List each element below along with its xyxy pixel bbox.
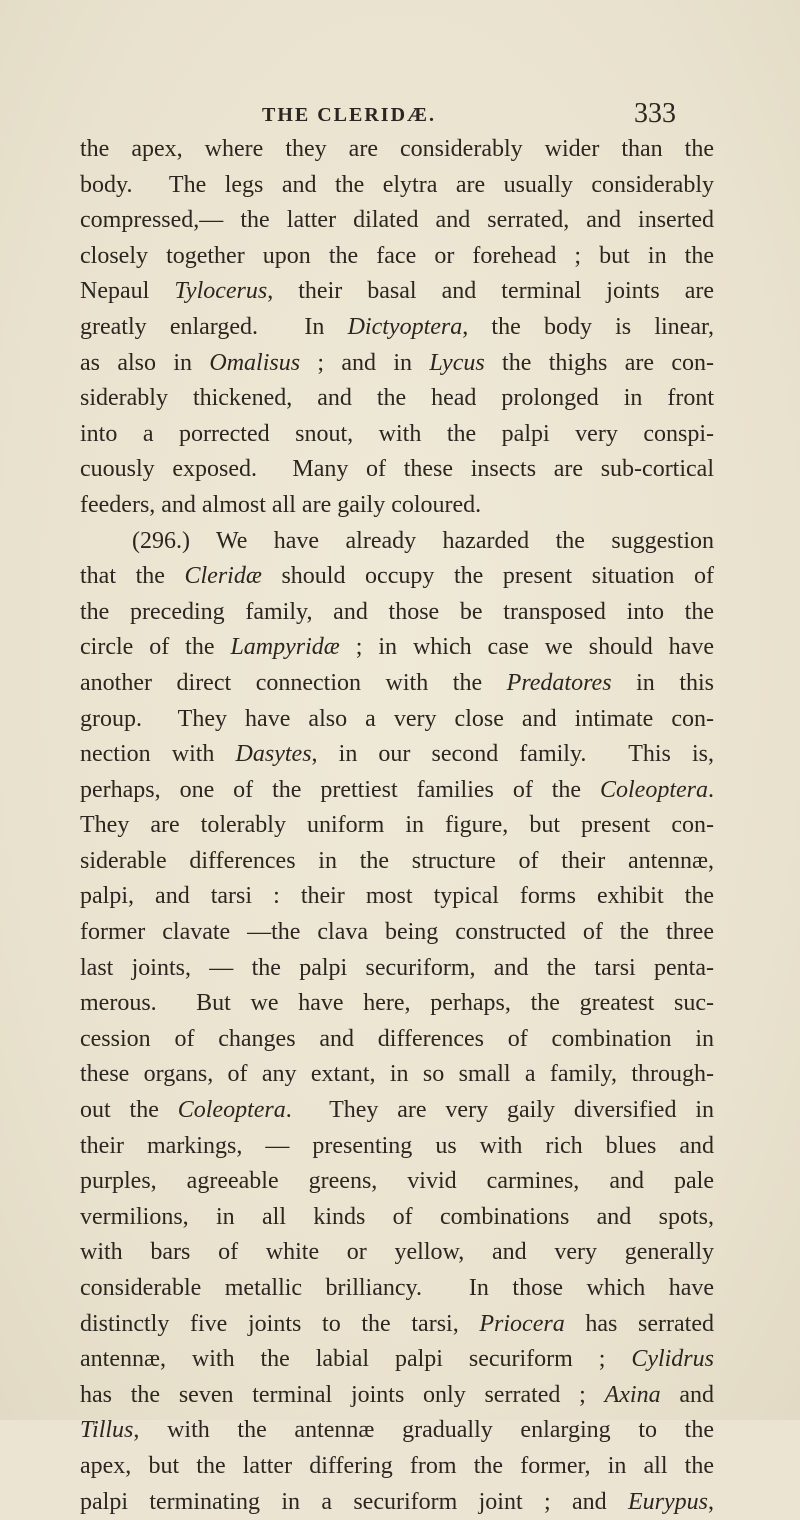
text-segment: as also in [80, 349, 210, 376]
text-segment: palpi terminating in a securiform joint ; and [80, 1488, 628, 1515]
text-segment: out the [80, 1097, 178, 1124]
text-segment: siderable differences in the structure of their antennæ, [80, 847, 714, 874]
italic-term: Tillus [80, 1417, 134, 1444]
italic-term: Priocera [479, 1310, 565, 1337]
text-segment: distinctly five joints to the tarsi, [80, 1310, 480, 1337]
text-segment: last joints, — the palpi securiform, and the tarsi penta- [80, 954, 714, 981]
text-segment: perhaps, one of the prettiest families of the [80, 776, 600, 803]
text-segment: nection with [80, 741, 236, 768]
text-segment: body. The legs and the elytra are usually considerably [80, 171, 714, 198]
text-line [80, 915, 714, 951]
italic-term: Cleridæ [184, 563, 262, 590]
text-line [80, 630, 714, 666]
italic-term: Cylidrus [631, 1346, 714, 1373]
text-segment: greatly enlarged. In [80, 313, 348, 340]
text-segment: feeders, and almost all are gaily coloured. [80, 491, 482, 518]
text-line [80, 1271, 714, 1307]
text-line [80, 666, 714, 702]
text-segment: , with the antennæ gradually enlarging to the [133, 1417, 714, 1444]
text-line [80, 1057, 714, 1093]
text-line [80, 488, 714, 524]
text-segment: their markings, — presenting us with rich blues and [80, 1132, 714, 1159]
text-line [80, 1129, 714, 1165]
running-head: THE CLERIDÆ. [262, 104, 437, 126]
text-segment: and [660, 1381, 715, 1408]
italic-term: Coleoptera [177, 1097, 286, 1124]
text-segment: closely together upon the face or forehead ; but in the [80, 242, 714, 269]
text-line [80, 310, 714, 346]
text-segment: with bars of white or yellow, and very generally [80, 1239, 714, 1266]
text-segment: into a porrected snout, with the palpi very conspi- [80, 420, 714, 447]
text-segment: vermilions, in all kinds of combinations and spots, [80, 1203, 714, 1230]
text-line [80, 595, 714, 631]
page-number: 333 [634, 98, 676, 129]
italic-term: Lampyridæ [230, 634, 340, 661]
text-line [80, 879, 714, 915]
text-segment: in this [611, 669, 715, 696]
text-line [80, 452, 714, 488]
text-line [80, 1164, 714, 1200]
text-segment: , [708, 1488, 714, 1515]
text-segment: has the seven terminal joints only serrated ; [80, 1381, 605, 1408]
text-segment: ; and in [300, 349, 430, 376]
text-segment: should occupy the present situation of [261, 563, 714, 590]
text-segment: former clavate —the clava being constructed of the three [80, 919, 714, 946]
text-segment: . [708, 776, 714, 803]
text-line [80, 1485, 714, 1520]
text-segment: , in our second family. This is, [311, 741, 714, 768]
text-segment: Nepaul [80, 278, 175, 305]
text-line [80, 132, 714, 168]
text-segment: . They are very gaily diversified in [285, 1097, 714, 1124]
text-line [80, 239, 714, 275]
text-segment: compressed,— the latter dilated and serrated, and inserted [80, 207, 714, 234]
text-segment: the apex, where they are considerably wider than the [80, 136, 714, 162]
text-segment: (296.) We have already hazarded the suggestion [132, 527, 714, 554]
text-segment: these organs, of any extant, in so small a family, through- [80, 1061, 714, 1088]
italic-term: Axina [604, 1381, 661, 1408]
text-line [80, 1235, 714, 1271]
text-segment: the thighs are con- [484, 349, 714, 376]
text-line [80, 808, 714, 844]
body-text [80, 132, 714, 1520]
text-line [80, 1449, 714, 1485]
text-line [80, 417, 714, 453]
text-segment: antennæ, with the labial palpi securiform ; [80, 1346, 632, 1373]
text-line [80, 168, 714, 204]
italic-term: Lycus [429, 349, 485, 376]
text-segment: purples, agreeable greens, vivid carmines, and pale [80, 1168, 714, 1195]
text-line [80, 702, 714, 738]
italic-term: Eurypus [628, 1488, 708, 1515]
text-segment: , the body is linear, [462, 313, 715, 340]
italic-term: Predatores [506, 669, 612, 696]
text-segment: another direct connection with the [80, 669, 507, 696]
text-segment: ; in which case we should have [339, 634, 714, 661]
text-line [80, 559, 714, 595]
text-segment: cession of changes and differences of combination in [80, 1025, 714, 1052]
text-line [80, 1200, 714, 1236]
text-line [80, 203, 714, 239]
text-line [80, 524, 714, 560]
text-line [80, 274, 714, 310]
text-line [80, 1022, 714, 1058]
text-segment: the preceding family, and those be transposed into the [80, 598, 714, 625]
text-segment: has serrated [564, 1310, 714, 1337]
text-segment: considerable metallic brilliancy. In those which have [80, 1275, 714, 1301]
text-line [80, 1378, 714, 1414]
text-line [80, 844, 714, 880]
text-line [80, 1093, 714, 1129]
text-segment: group. They have also a very close and intimate con- [80, 705, 714, 732]
text-line [80, 381, 714, 417]
italic-term: Omalisus [209, 349, 301, 376]
text-line [80, 346, 714, 382]
text-segment: that the [80, 563, 185, 590]
text-segment: circle of the [80, 634, 231, 661]
text-segment: They are tolerably uniform in figure, but present con- [80, 812, 714, 839]
text-segment: merous. But we have here, perhaps, the greatest suc- [80, 990, 714, 1017]
text-line [80, 773, 714, 809]
italic-term: Dictyoptera [347, 313, 463, 340]
text-line [80, 951, 714, 987]
text-segment: palpi, and tarsi : their most typical forms exhibit the [80, 883, 714, 910]
italic-term: Dasytes [235, 741, 312, 768]
text-line [80, 737, 714, 773]
italic-term: Coleoptera [600, 776, 708, 803]
text-segment: , their basal and terminal joints are [267, 278, 714, 305]
text-segment: apex, but the latter differing from the former, in all the [80, 1452, 714, 1479]
italic-term: Tylocerus [174, 278, 268, 305]
text-segment: siderably thickened, and the head prolonged in front [80, 385, 714, 412]
text-line [80, 1413, 714, 1449]
text-line [80, 1342, 714, 1378]
text-line [80, 1307, 714, 1343]
text-segment: cuously exposed. Many of these insects are sub-cortical [80, 456, 714, 483]
text-line [80, 986, 714, 1022]
